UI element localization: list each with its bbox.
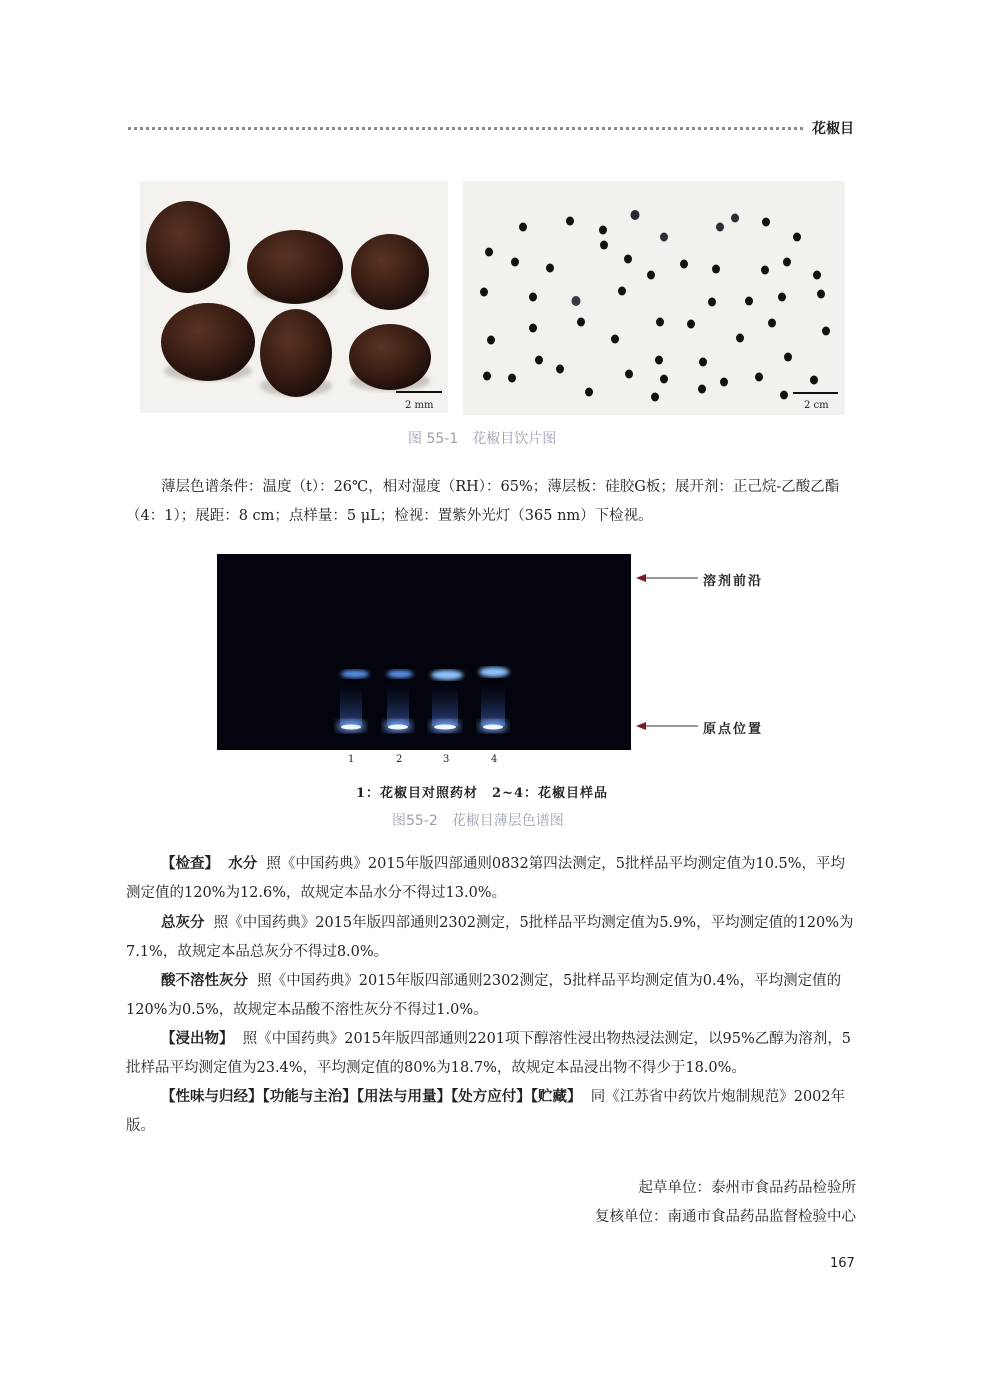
- acid-ash-paragraph: [126, 967, 858, 1025]
- lane-number-4: 4: [491, 754, 498, 765]
- tlc-plate-illustration: [217, 554, 631, 750]
- total-ash-paragraph: [126, 909, 858, 967]
- lane-number-3: 3: [443, 754, 450, 765]
- extract-heading: 【浸出物】: [161, 1031, 234, 1047]
- scale-bar-label-cm: 2 cm: [804, 400, 829, 411]
- header-dotted-rule: [128, 127, 803, 130]
- total-ash-heading: 总灰分: [161, 915, 205, 931]
- total-ash-text: 照《中国药典》2015年版四部通则2302测定，5批样品平均测定值为5.9%，平均测定值的120%为7.1%，故规定本品总灰分不得过8.0%。: [126, 915, 854, 960]
- moisture-paragraph: [126, 850, 858, 908]
- drafting-unit: 起草单位：泰州市食品药品检验所: [638, 1180, 856, 1196]
- tlc-arrows: [636, 570, 706, 735]
- page-number: 167: [830, 1256, 855, 1271]
- running-header-title: 花椒目: [812, 121, 854, 137]
- seed-closeup-illustration: [140, 181, 448, 413]
- seeds-scattered-illustration: [463, 181, 845, 415]
- misc-headings: 【性味与归经】【功能与主治】【用法与用量】【处方应付】【贮藏】: [161, 1089, 582, 1105]
- moisture-text: 照《中国药典》2015年版四部通则0832第四法测定，5批样品平均测定值为10.5%，平均测定值的120%为12.6%，故规定本品水分不得过13.0%。: [126, 856, 846, 901]
- solvent-front-label: 溶剂前沿: [703, 574, 764, 589]
- tlc-plate-image: [217, 554, 631, 750]
- extract-text: 照《中国药典》2015年版四部通则2201项下醇溶性浸出物热浸法测定，以95%乙醇为溶剂，5批样品平均测定值为23.4%，平均测定值的80%为18.7%，故规定本品浸出物不得少于18.0%。: [126, 1031, 851, 1076]
- figure-55-2-caption: 图55-2 花椒目薄层色谱图: [392, 813, 564, 829]
- tlc-legend: 1：花椒目对照药材 2~4：花椒目样品: [356, 786, 609, 801]
- origin-label: 原点位置: [703, 722, 764, 737]
- review-unit: 复核单位：南通市食品药品监督检验中心: [595, 1209, 856, 1225]
- seeds-scattered-photo: [463, 181, 845, 415]
- misc-paragraph: [126, 1083, 858, 1141]
- misc-text: 同《江苏省中药饮片炮制规范》2002年版。: [126, 1089, 846, 1134]
- tlc-conditions-paragraph: 薄层色谱条件：温度（t）：26℃，相对湿度（RH）：65%；薄层板：硅胶G板；展开剂：正己烷-乙酸乙酯（4：1）；展距：8 cm；点样量：5 μL；检视：置紫外光灯（365 nm）下检视。: [126, 479, 840, 524]
- figure-55-1-caption: 图 55-1 花椒目饮片图: [408, 431, 557, 447]
- scale-bar-label-mm: 2 mm: [405, 400, 434, 411]
- acid-ash-text: 照《中国药典》2015年版四部通则2302测定，5批样品平均测定值为0.4%，平均测定值的120%为0.5%，故规定本品酸不溶性灰分不得过1.0%。: [126, 973, 842, 1018]
- check-heading: 【检查】: [161, 856, 219, 872]
- lane-number-2: 2: [396, 754, 403, 765]
- seed-closeup-photo: [140, 181, 448, 413]
- moisture-heading: 水分: [228, 856, 258, 872]
- acid-ash-heading: 酸不溶性灰分: [161, 973, 248, 989]
- extract-paragraph: [126, 1025, 858, 1083]
- lane-number-1: 1: [348, 754, 355, 765]
